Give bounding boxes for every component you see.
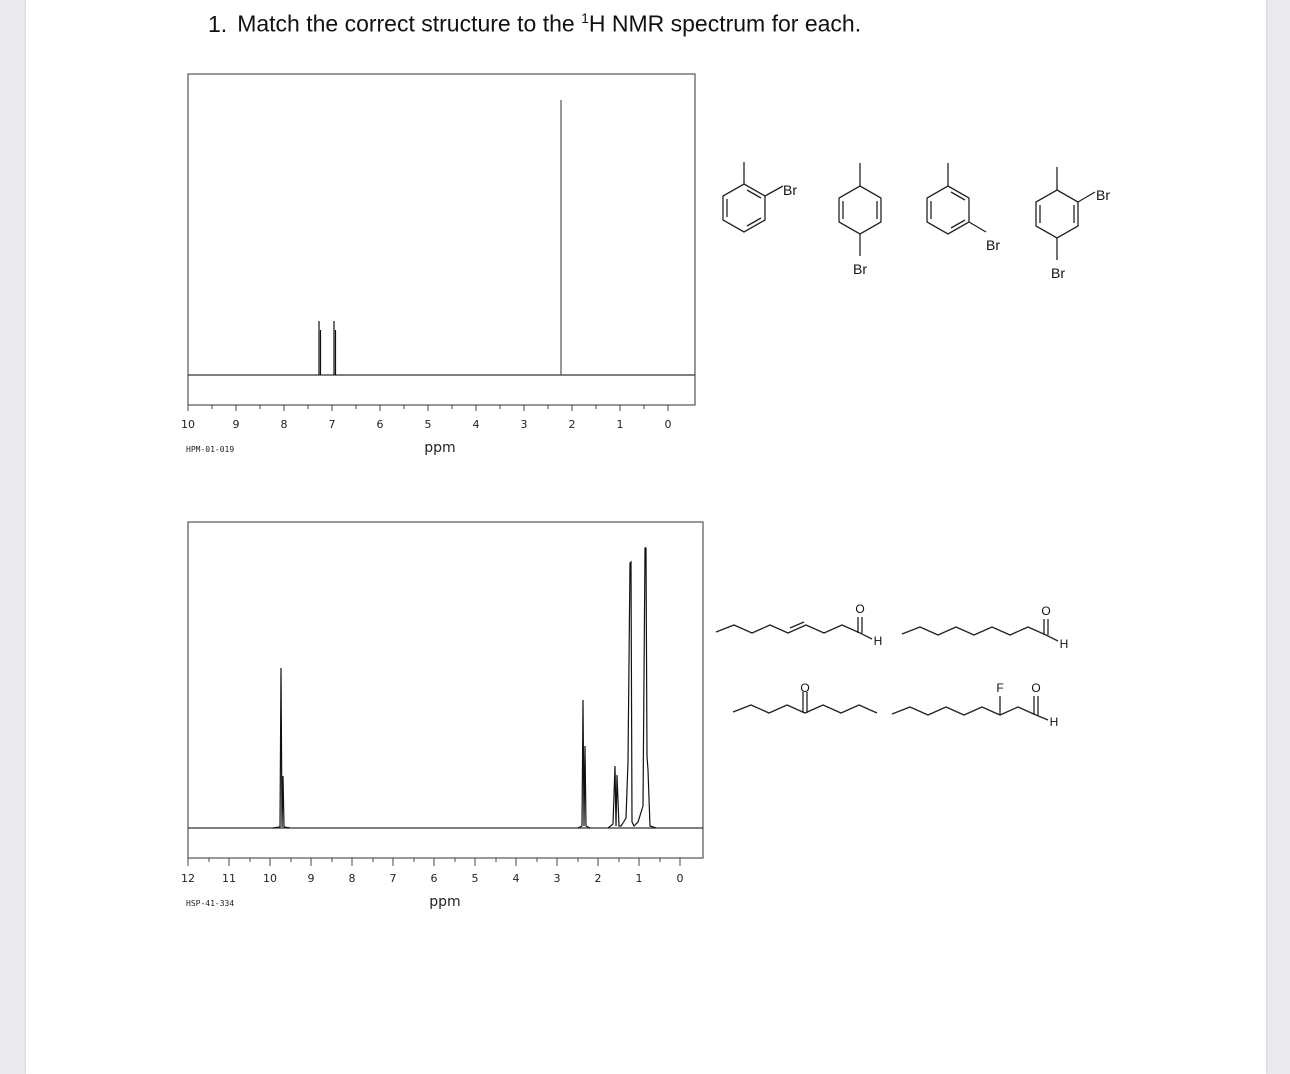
tick-label: 9 xyxy=(232,418,240,431)
atom-label-f: F xyxy=(996,681,1004,695)
question-number: 1. xyxy=(208,10,228,37)
atom-label-br: Br xyxy=(1051,265,1065,281)
atom-label-br: Br xyxy=(1096,187,1110,203)
spectrum-2-peak-1-3 xyxy=(623,562,643,826)
tick-label: 9 xyxy=(307,872,315,885)
structure-3-bromotoluene[interactable] xyxy=(927,163,986,234)
atom-label-br: Br xyxy=(853,261,867,277)
tick-label: 8 xyxy=(348,872,356,885)
structure-fluoro-aldehyde[interactable] xyxy=(892,696,1048,720)
tick-label: 7 xyxy=(328,418,336,431)
structure-2-bromotoluene[interactable] xyxy=(723,162,783,232)
tick-label: 4 xyxy=(472,418,480,431)
spectrum-2-frame xyxy=(188,522,703,858)
atom-label-o: O xyxy=(1041,604,1051,618)
tick-label: 7 xyxy=(389,872,397,885)
spectrum-1 xyxy=(181,74,695,456)
tick-label: 11 xyxy=(222,872,236,885)
atom-label-o: O xyxy=(1031,681,1041,695)
tick-label: 8 xyxy=(280,418,288,431)
structure-dibromotoluene[interactable] xyxy=(1036,167,1095,260)
structure-ketone[interactable] xyxy=(733,692,877,713)
tick-label: 0 xyxy=(676,872,684,885)
tick-label: 3 xyxy=(520,418,528,431)
spectrum-2-peak-0-9 xyxy=(643,548,656,828)
spectrum-2-axis-ticks xyxy=(188,858,680,866)
tick-label: 2 xyxy=(594,872,602,885)
structure-unsaturated-aldehyde[interactable] xyxy=(716,617,872,639)
spectrum-1-frame xyxy=(188,74,695,405)
atom-label-o: O xyxy=(855,602,865,616)
tick-label: 4 xyxy=(512,872,520,885)
spectrum-1-xlabel: ppm xyxy=(424,440,456,456)
spectrum-1-tick-labels xyxy=(181,418,672,431)
tick-label: 10 xyxy=(181,418,195,431)
tick-label: 2 xyxy=(568,418,576,431)
spectrum-2-code: HSP-41-334 xyxy=(186,899,235,908)
tick-label: 3 xyxy=(553,872,561,885)
structures-set-1 xyxy=(723,162,1095,260)
spectrum-1-code: HPM-01-019 xyxy=(186,445,235,454)
spectrum-2-peak-aldehyde xyxy=(273,668,290,828)
atom-label-h: H xyxy=(1049,715,1059,729)
spectrum-2 xyxy=(181,522,703,910)
structure-4-bromotoluene[interactable] xyxy=(839,163,881,256)
question-text-after: H NMR spectrum for each. xyxy=(588,10,862,37)
tick-label: 12 xyxy=(181,872,195,885)
question-text-before: Match the correct structure to the xyxy=(237,10,582,37)
structures-set-2 xyxy=(716,617,1058,720)
tick-label: 6 xyxy=(376,418,384,431)
question-superscript: 1 xyxy=(581,10,589,26)
tick-label: 10 xyxy=(263,872,277,885)
tick-label: 5 xyxy=(424,418,432,431)
spectrum-2-peak-1-6 xyxy=(608,766,623,828)
atom-label-h: H xyxy=(1059,637,1069,651)
tick-label: 5 xyxy=(471,872,479,885)
spectrum-2-xlabel: ppm xyxy=(429,894,461,910)
atom-label-o: O xyxy=(800,681,810,695)
spectrum-1-axis-ticks xyxy=(188,405,668,411)
structures-set-2-labels xyxy=(800,602,1068,729)
structures-set-1-labels xyxy=(783,182,1110,281)
spectrum-2-peaks xyxy=(273,548,656,828)
spectrum-1-peaks xyxy=(319,100,561,375)
tick-label: 1 xyxy=(616,418,624,431)
tick-label: 0 xyxy=(664,418,672,431)
atom-label-br: Br xyxy=(986,237,1000,253)
spectrum-2-tick-labels xyxy=(181,872,684,885)
tick-label: 1 xyxy=(635,872,643,885)
atom-label-br: Br xyxy=(783,182,797,198)
atom-label-h: H xyxy=(873,634,883,648)
structure-saturated-aldehyde[interactable] xyxy=(902,619,1058,641)
spectrum-2-peak-2-4 xyxy=(578,700,590,828)
tick-label: 6 xyxy=(430,872,438,885)
